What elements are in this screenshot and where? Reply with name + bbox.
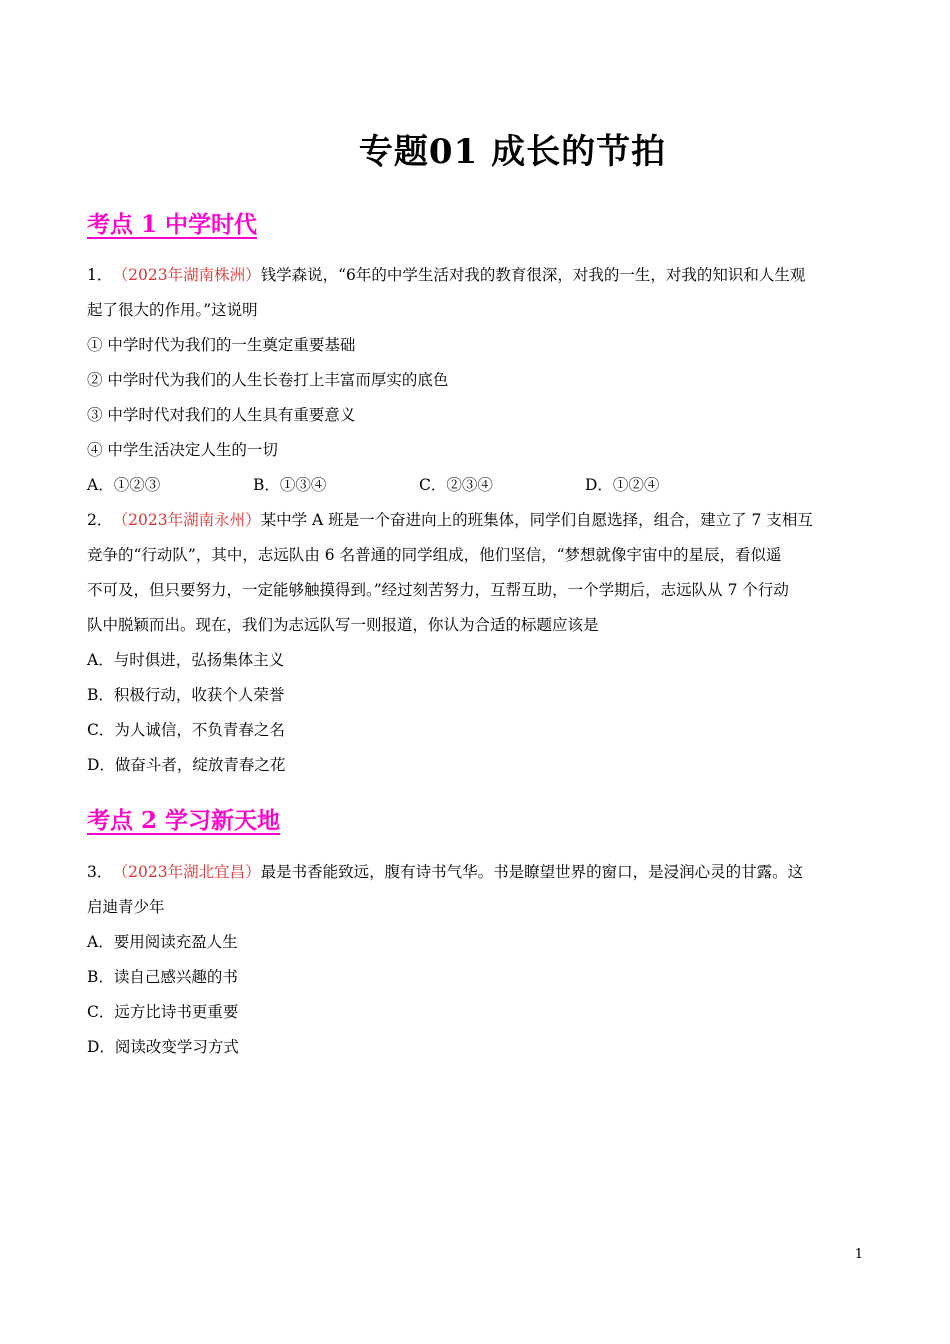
question-number: 2．	[87, 511, 113, 529]
option-d: D．做奋斗者，绽放青春之花	[87, 756, 286, 774]
option-d: D．①②④	[585, 476, 660, 494]
question-1-stem-line-2: 起了很大的作用。”这说明	[87, 301, 258, 319]
question-source: （2023年湖北宜昌）	[120, 863, 261, 881]
statement-4: ④ 中学生活决定人生的一切	[87, 441, 278, 459]
question-3	[87, 855, 867, 1065]
question-2-stem-line-1	[87, 503, 867, 538]
question-2-stem-line-4: 队中脱颖而出。现在，我们为志远队写一则报道，你认为合适的标题应该是	[87, 616, 599, 634]
option-a: A．与时俱进，弘扬集体主义	[87, 651, 285, 669]
question-1-options	[87, 468, 867, 503]
option-d: D．阅读改变学习方式	[87, 1038, 239, 1056]
page-number: 1	[854, 1247, 863, 1262]
question-2-stem-line-2: 竞争的“行动队”，其中，志远队由 6 名普通的同学组成，他们坚信，“梦想就像宇宙中的星辰，看似遥	[87, 546, 782, 564]
option-b: B．①③④	[253, 476, 327, 494]
question-3-stem-line-2: 启迪青少年	[87, 898, 165, 916]
question-stem: 钱学森说，“6年的中学生活对我的教育很深，对我的一生，对我的知识和人生观	[260, 266, 806, 284]
question-2-stem-line-3: 不可及，但只要努力，一定能够触摸得到。”经过刻苦努力，互帮互助，一个学期后，志远队从 7 个行动	[87, 581, 789, 599]
document-title: 专题01 成长的节拍	[358, 132, 667, 172]
option-b: B．积极行动，收获个人荣誉	[87, 686, 285, 704]
option-a: A．①②③	[87, 476, 161, 494]
statement-3: ③ 中学时代对我们的人生具有重要意义	[87, 406, 356, 424]
question-1	[87, 258, 867, 783]
question-source: （2023年湖南株洲）	[120, 266, 261, 284]
option-c: C．远方比诗书更重要	[87, 1003, 239, 1021]
question-number: 3．	[87, 863, 113, 881]
statement-1: ① 中学时代为我们的一生奠定重要基础	[87, 336, 356, 354]
statement-2: ② 中学时代为我们的人生长卷打上丰富而厚实的底色	[87, 371, 449, 389]
question-stem: 某中学 A 班是一个奋进向上的班集体，同学们自愿选择，组合，建立了 7 支相互	[260, 511, 813, 529]
option-c: C．为人诚信，不负青春之名	[87, 721, 285, 739]
question-3-stem-line-1	[87, 855, 867, 890]
question-1-stem-line-1	[87, 258, 867, 293]
question-source: （2023年湖南永州）	[120, 511, 261, 529]
section-heading-2: 考点 2 学习新天地	[87, 807, 281, 834]
option-b: B．读自己感兴趣的书	[87, 968, 238, 986]
option-a: A．要用阅读充盈人生	[87, 933, 238, 951]
section-heading-1: 考点 1 中学时代	[87, 211, 258, 238]
question-number: 1．	[87, 266, 113, 284]
option-c: C．②③④	[419, 476, 493, 494]
question-stem: 最是书香能致远，腹有诗书气华。书是瞭望世界的窗口，是浸润心灵的甘露。这	[260, 863, 804, 881]
